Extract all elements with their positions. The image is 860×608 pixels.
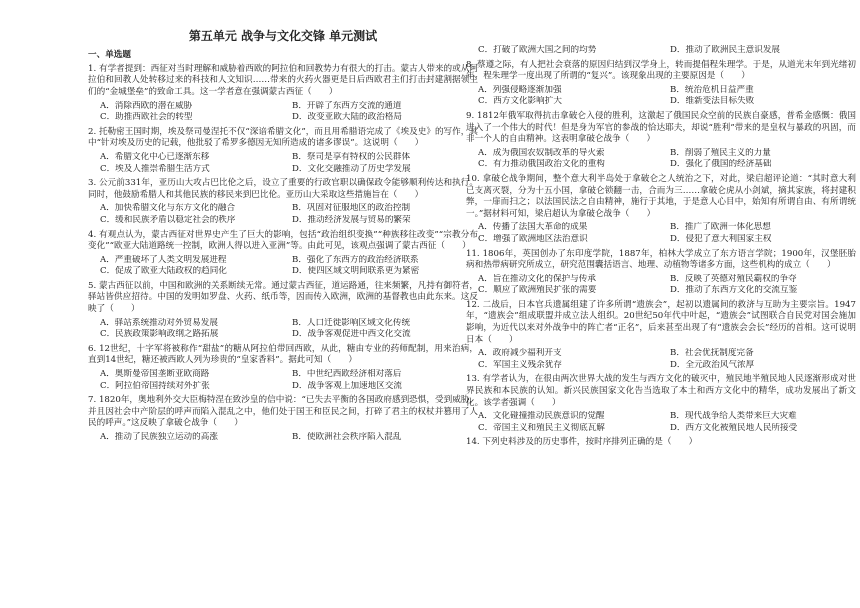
question-7: 7. 1820年，奥地利外交大臣梅特涅在致沙皇的信中说：“已失去平衡的各国政府感到恐惧，受到威胁，并且因社会中产阶层的呼声而陷入混乱之中，他们处于国王和臣民之间，打碎了君主的权杖并篡用了人民的呼声。”这反映了拿破仑战争（ ） bbox=[88, 395, 478, 429]
right-column bbox=[466, 0, 856, 451]
option-a[interactable]: A．旨在推动文化的保护与传承 bbox=[478, 273, 596, 284]
option-b[interactable]: B．中世纪西欧经济相对落后 bbox=[292, 369, 402, 380]
options-10 bbox=[478, 222, 856, 245]
question-10: 10. 拿破仑战争期间，整个意大利半岛处于拿破仑之人统治之下，对此，梁启超评论道：“其时意大利已支离灭裂，分为十五小国，拿破仑锁翻一击，合而为三……拿破仑虎从小剑斌，摘其家族，将封建积弊，一扉而扫之；以法国民法之自由精神，施行于其地，于是意人心目中，始知有所谓自由、有所谓统一。”据材料可知，梁启超认为拿破仑战争（ ） bbox=[466, 173, 856, 219]
options-3 bbox=[100, 203, 478, 226]
question-9: 9. 1812年俄军取得抗击拿破仑入侵的胜利，这激起了俄国民众空前的民族自豪感，普希金感慨：俄国进入了一个伟大的时代！但是身为军官的参战的恰达耶夫，却说“胜利”带来的是皇权与暴政的巩固，而非一个人的自由精神。这表明拿破仑战争（ ） bbox=[466, 110, 856, 145]
option-d[interactable]: D．维新变法目标失败 bbox=[670, 96, 755, 107]
option-b[interactable]: B．祭司是享有特权的公民群体 bbox=[292, 151, 411, 162]
option-c[interactable]: C．军国主义残余犹存 bbox=[478, 359, 562, 370]
option-a[interactable]: A．列强侵略逐渐加强 bbox=[478, 84, 562, 95]
option-b[interactable]: B．强化了东西方的政治经济联系 bbox=[292, 254, 419, 265]
option-c[interactable]: C．有力推动俄国政治文化的重构 bbox=[478, 159, 605, 170]
option-b[interactable]: B．使欧洲社会秩序陷入混乱 bbox=[292, 432, 402, 442]
question-13: 13. 有学者认为，在很由两次世界大战的发生与西方文化的破灭中，殖民地半殖民地人民逐渐形成对世界民族和本民族的认知。新兴民族国家文化告当选取了本土和西方文化中的精华，成功发展出了新文化。该学者强调（ ） bbox=[466, 374, 856, 408]
option-a[interactable]: A．奥斯曼帝国垄断亚欧商路 bbox=[100, 369, 210, 380]
option-a[interactable]: A．希腊文化中心已逐渐东移 bbox=[100, 151, 210, 162]
option-b[interactable]: B．统治危机日益严重 bbox=[670, 84, 754, 95]
option-d[interactable]: D．战争客观上加速地区交流 bbox=[292, 380, 403, 391]
option-d[interactable]: D．全元政治风气浓厚 bbox=[670, 359, 755, 370]
option-c[interactable]: C．缓和民族矛盾以稳定社会的秩序 bbox=[100, 214, 236, 225]
options-5 bbox=[100, 318, 478, 341]
question-6: 6. 12世纪，十字军将被称作“甜盐”的糖从阿拉伯带回西欧，从此，糖由专业的药师配制，用来治病，直到14世纪，糖还被西欧人列为珍贵的“皇家香料”。据此可知（ ） bbox=[88, 343, 478, 366]
option-c[interactable]: C．打破了欧洲大国之间的均势 bbox=[478, 45, 597, 55]
option-a[interactable]: A．严重破坏了人类文明发展进程 bbox=[100, 254, 227, 265]
option-c[interactable]: C．顺应了欧洲殖民扩张的需要 bbox=[478, 285, 597, 296]
option-c[interactable]: C．民族政策影响政纲之路拓展 bbox=[100, 329, 219, 340]
question-2: 2. 托勒密王国时期，埃及祭司曼涅托不仅“深谙希腊文化”，而且用希腊语完成了《埃及史》的写作，其中“针对埃及历史的记载，他批驳了希罗多德因无知所造成的诸多谬误”。这说明（ ） bbox=[88, 126, 478, 149]
option-a[interactable]: A．加快希腊文化与东方文化的融合 bbox=[100, 203, 236, 214]
question-14: 14. 下列史料涉及的历史事件，按时序排列正确的是（ ） bbox=[466, 437, 698, 448]
option-c[interactable]: C．帝国主义和殖民主义彻底瓦解 bbox=[478, 422, 605, 433]
option-c[interactable]: C．增强了欧洲地区法治意识 bbox=[478, 233, 588, 244]
options-1 bbox=[100, 101, 478, 124]
option-a[interactable]: A．推动了民族独立运动的高涨 bbox=[100, 432, 218, 442]
option-a[interactable]: A．消除西欧的潜在威胁 bbox=[100, 100, 193, 111]
section-heading: 一、单选题 bbox=[88, 50, 131, 61]
option-d[interactable]: D．使四区域文明间联系更为紧密 bbox=[292, 266, 420, 277]
options-4 bbox=[100, 255, 478, 278]
question-1: 1. 有学者提到：西征对当时理解和威胁着西欧的阿拉伯和回教势力有很大的打击。蒙古人带来的或从阿拉伯和回教人处转移过来的科技和人文知识……带来的火药火器更是日后西欧君主们打击封建割据领主们的“金城堡垒”的致命工具。这一学者意在强调蒙古西征（ ） bbox=[88, 63, 478, 97]
option-d[interactable]: D．强化了俄国的经济基础 bbox=[670, 159, 772, 170]
option-a[interactable]: A．文化碰撞推动民族意识的觉醒 bbox=[478, 411, 605, 422]
option-a[interactable]: A．成为俄国农奴制改革的导火索 bbox=[478, 147, 605, 158]
option-a[interactable]: A．驿站系统推动对外贸易发展 bbox=[100, 317, 218, 328]
options-7-continued bbox=[478, 45, 856, 57]
option-b[interactable]: B．人口迁徙影响区域文化传统 bbox=[292, 317, 411, 328]
options-9 bbox=[478, 148, 856, 171]
question-11: 11. 1806年，英国创办了东印度学院，1887年，柏林大学成立了东方语言学院；1900年，汉堡胚胎病和热带病研究所成立，研究范围囊括语言、地理、动植物等诸多方面，这些机构的成立（ ） bbox=[466, 248, 856, 271]
option-b[interactable]: B．现代战争给人类带来巨大灾难 bbox=[670, 411, 797, 422]
option-c[interactable]: C．西方文化影响扩大 bbox=[478, 96, 562, 107]
question-5: 5. 蒙古西征以前，中国和欧洲的关系断续无常。通过蒙古西征，道运路通，往来频繁，凡持有御符者，驿站皆供应招待。中国的发明如罗盘、火药、纸币等，因而传入欧洲，欧洲的基督教也由此东来。这反映了（ ） bbox=[88, 280, 478, 315]
option-b[interactable]: B．推广了欧洲一体化思想 bbox=[670, 222, 771, 233]
question-3: 3. 公元前331年，亚历山大攻占巴比伦之后，设立了重要的行政官职以确保政令能够顺利传达和执行。同时，他鼓励希腊人和其他民族的移民来到巴比伦。亚历山大采取这些措施旨在（ ） bbox=[88, 178, 478, 200]
option-d[interactable]: D．推动了东西方文化的交流互鉴 bbox=[670, 285, 798, 296]
question-4: 4. 有观点认为，蒙古西征对世界史产生了巨大的影响，包括“政治组织变换”“种族移往改变”“宗教分布变化”“欧亚大陆道路统一控制，欧洲人得以进入亚洲”等。由此可见，该观点强调了蒙古西征（ ） bbox=[88, 229, 478, 252]
option-d[interactable]: D．战争客观促进中西文化交流 bbox=[292, 329, 411, 340]
option-b[interactable]: B．巩固对征服地区的政治控制 bbox=[292, 203, 411, 214]
left-column bbox=[88, 0, 478, 447]
option-b[interactable]: B．削弱了殖民主义的力量 bbox=[670, 147, 771, 158]
question-8: 8. 蔡遵之际，有人把社会衰落的原因归结到汉学身上，转而提倡程朱理学。于是，从道光末年到光绪初年，程朱理学一度出现了所谓的“复兴”。该现象出现的主要原因是（ ） bbox=[466, 59, 856, 82]
option-b[interactable]: B．反映了英德对殖民霸权的争夺 bbox=[670, 273, 797, 284]
option-d[interactable]: D．文化交融推动了历史学发展 bbox=[292, 163, 411, 174]
option-b[interactable]: B．社会优抚制度完备 bbox=[670, 348, 754, 359]
page-title: 第五单元 战争与文化交锋 单元测试 bbox=[188, 29, 378, 43]
question-12: 12. 二战后，日本官兵遗属组建了许多所谓“遗族会”，起初以遗属间的救济与互助为主要宗旨。1947年，“遗族会”组成联盟并成立法人组织。20世纪50年代中叶起，“遗族会”试图联合自民党对国会施加影响，为近代以来对外战争中的阵亡者“正名”，后来甚至出现了有“遗族会会长”经历的首相。这可说明日本（ ） bbox=[466, 299, 856, 345]
option-c[interactable]: C．埃及人推崇希腊生活方式 bbox=[100, 163, 210, 174]
option-d[interactable]: D．改变亚欧大陆的政治格局 bbox=[292, 112, 403, 123]
option-d[interactable]: D．推动了欧洲民主意识发展 bbox=[670, 45, 781, 55]
option-d[interactable]: D．推动经济发展与贸易的繁荣 bbox=[292, 214, 411, 225]
option-d[interactable]: D．侵犯了意大利国家主权 bbox=[670, 233, 772, 244]
option-a[interactable]: A．传播了法国大革命的成果 bbox=[478, 222, 588, 233]
options-2 bbox=[100, 152, 478, 175]
options-12 bbox=[478, 348, 856, 371]
options-6 bbox=[100, 369, 478, 392]
options-8 bbox=[478, 85, 856, 108]
options-11 bbox=[478, 274, 856, 297]
option-c[interactable]: C．阿拉伯帝国持续对外扩张 bbox=[100, 380, 210, 391]
options-7 bbox=[100, 432, 478, 444]
option-d[interactable]: D．西方文化被殖民地人民所接受 bbox=[670, 422, 798, 433]
option-b[interactable]: B．开辟了东西方交流的通道 bbox=[292, 100, 402, 111]
option-c[interactable]: C．助推西欧社会的转型 bbox=[100, 112, 193, 123]
options-13 bbox=[478, 411, 856, 434]
option-a[interactable]: A．政府减少福利开支 bbox=[478, 348, 562, 359]
option-c[interactable]: C．促成了欧亚大陆政权的趋同化 bbox=[100, 266, 227, 277]
